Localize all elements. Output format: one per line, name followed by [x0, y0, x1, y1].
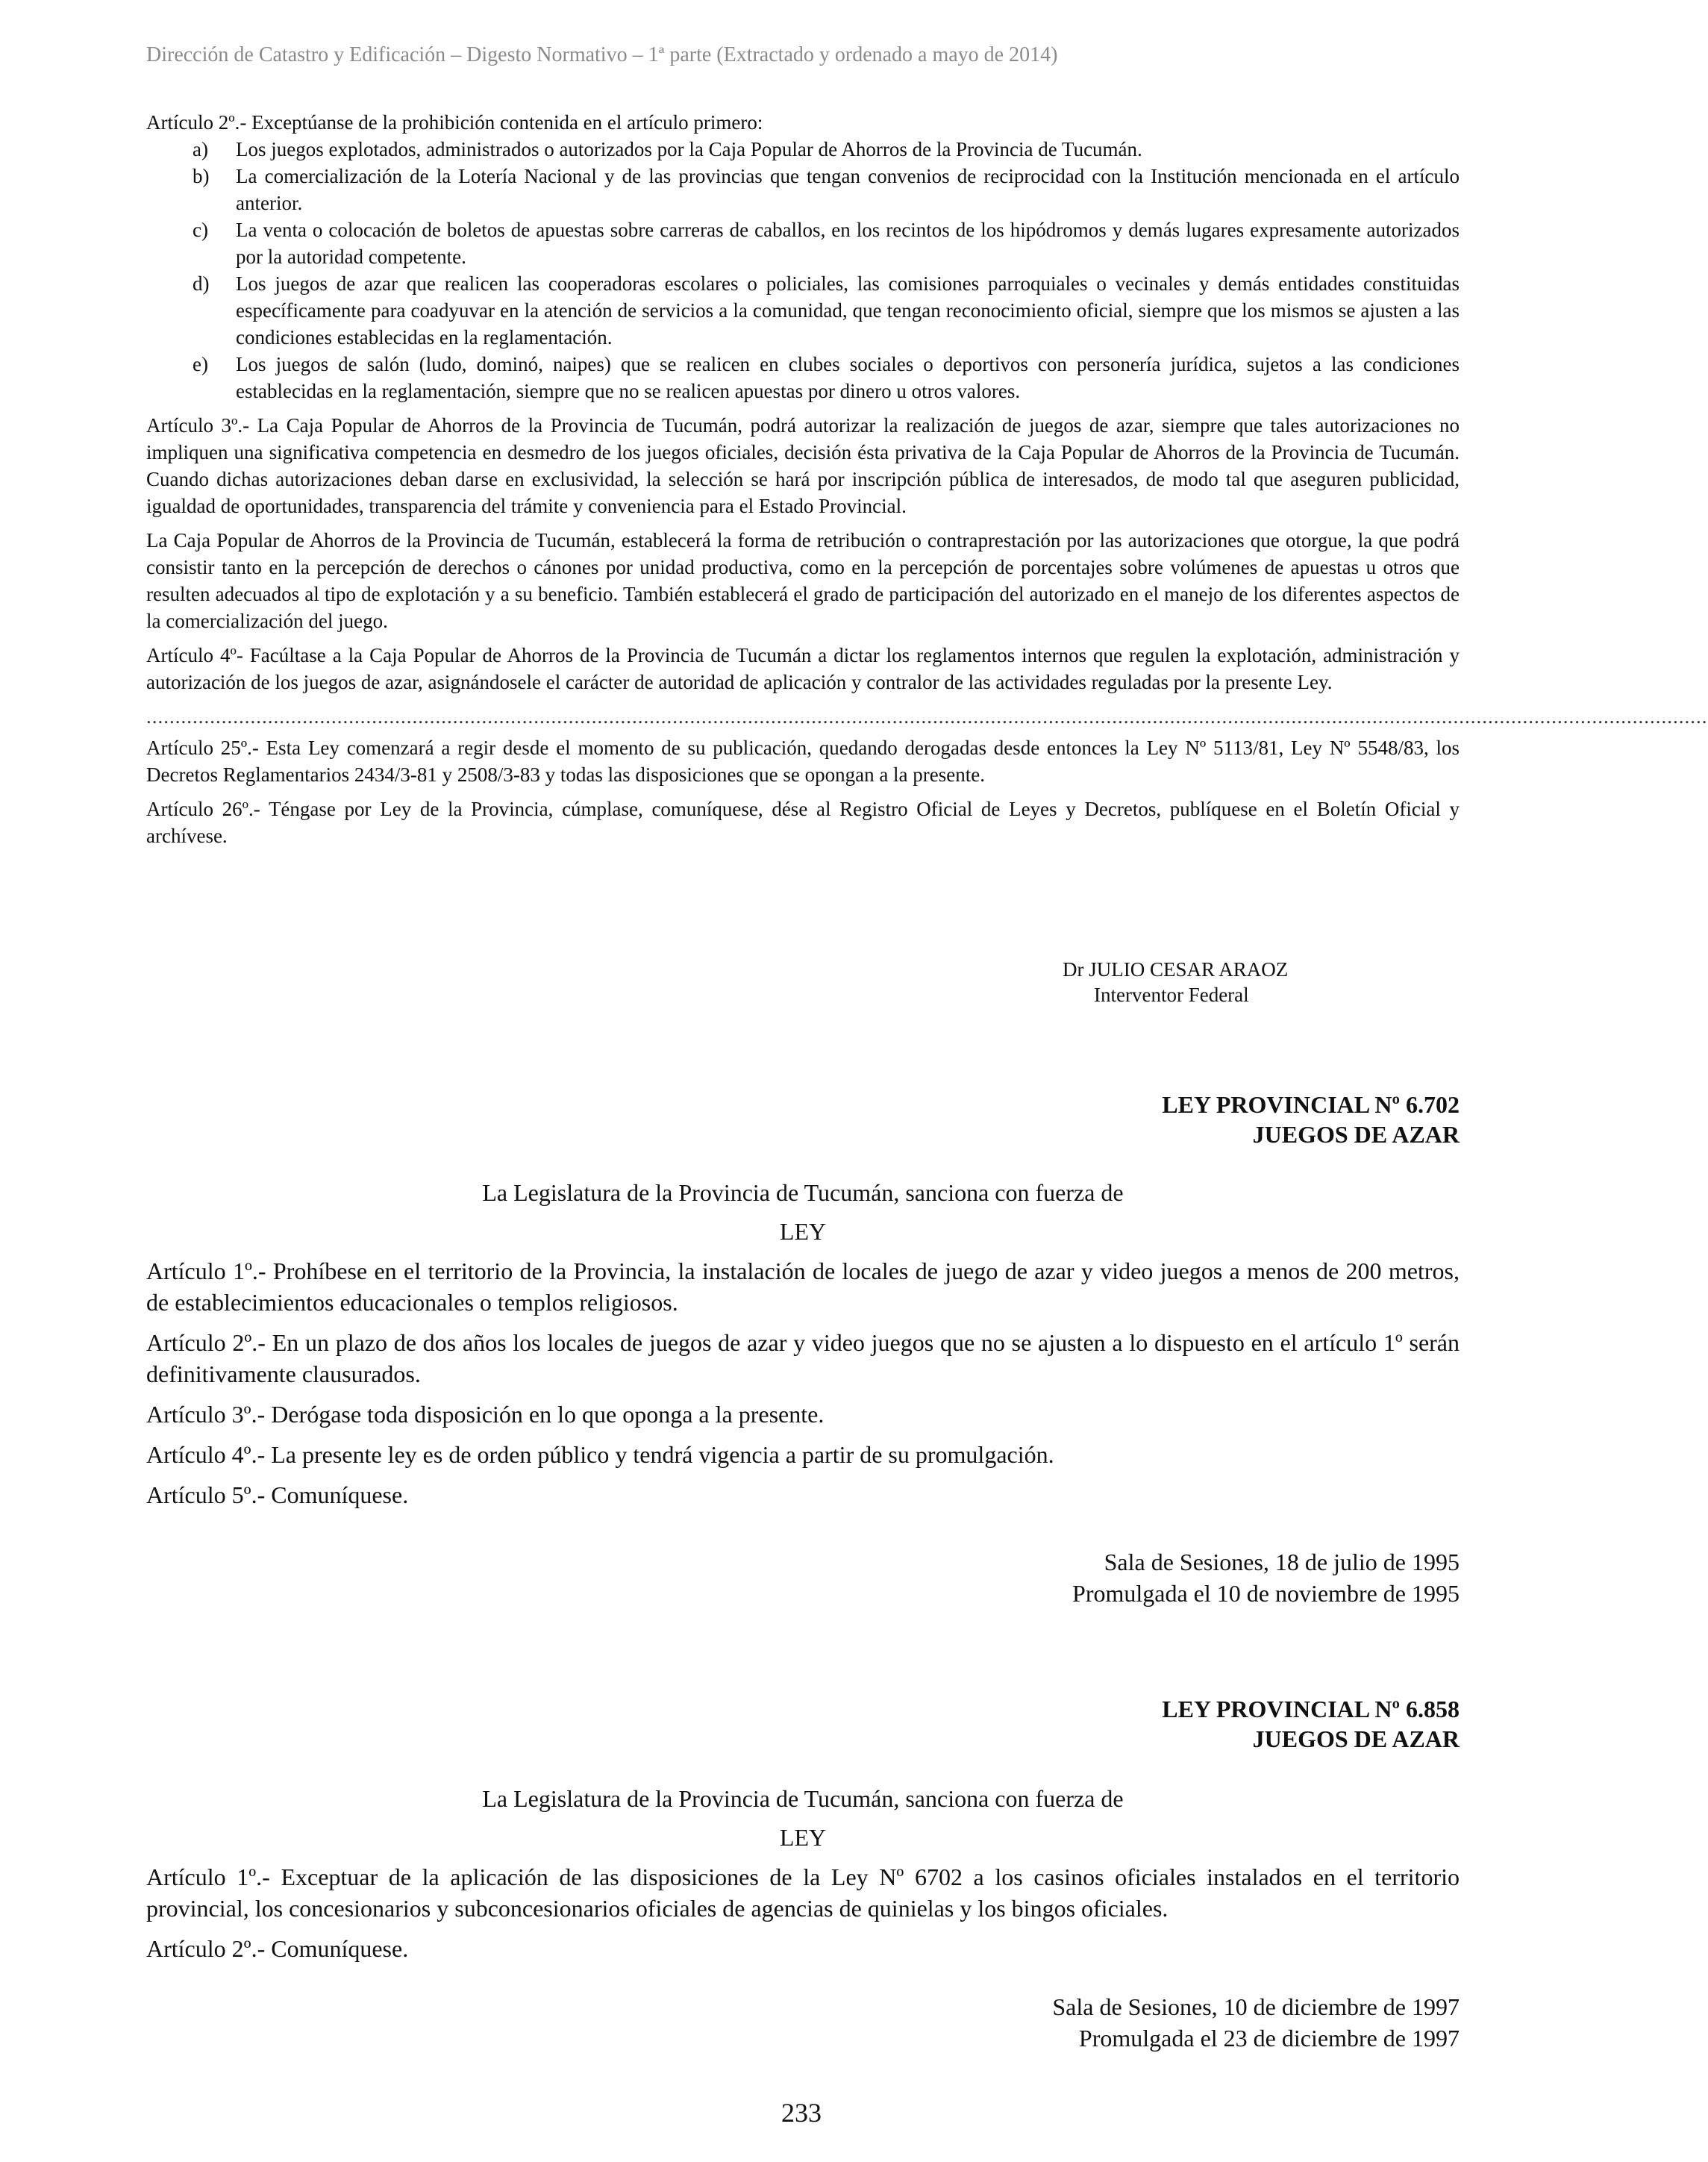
- list-item-text: La comercialización de la Lotería Nacional y de las provincias que tengan convenios de reciprocidad con la Institución mencionada en el artículo anterior.: [236, 165, 1460, 214]
- signature-block: [1063, 957, 1288, 1007]
- signer-role: Interventor Federal: [1094, 984, 1249, 1006]
- list-item: [146, 136, 1460, 163]
- list-item-letter: c): [193, 219, 208, 241]
- previous-law-section: [146, 109, 1708, 857]
- article: Artículo 4º.- La presente ley es de orden público y tendrá vigencia a partir de su promulgación.: [146, 1441, 1054, 1468]
- list-item-letter: b): [193, 165, 210, 187]
- law-6858-ley-heading: LEY: [779, 1824, 827, 1851]
- law-6858-preamble: La Legislatura de la Provincia de Tucumán, sanciona con fuerza de: [482, 1785, 1124, 1812]
- list-item-text: Los juegos de salón (ludo, dominó, naipes) que se realicen en clubes sociales o deportivos con personería jurídica, sujetos a las condiciones establecidas en la reglamentación, siempre que no se realicen apuestas por dinero u otros valores.: [236, 353, 1460, 402]
- law-6702-ley-heading: LEY: [779, 1218, 827, 1245]
- law-6858-session-info: [1052, 1991, 1460, 2054]
- law-6858-body: [146, 1861, 1460, 1973]
- article: Artículo 1º.- Exceptuar de la aplicación de las disposiciones de la Ley Nº 6702 a los casinos oficiales instalados en el territorio provincial, los concesionarios y subconcesionarios oficiales de agencias de quinielas y los bingos oficiales.: [146, 1863, 1460, 1922]
- article-2-exceptions-list: [146, 136, 1460, 404]
- list-item: [146, 216, 1460, 270]
- law-subject: JUEGOS DE AZAR: [1252, 1121, 1460, 1148]
- page-number: 233: [781, 2098, 822, 2128]
- signer-name: Dr JULIO CESAR ARAOZ: [1063, 958, 1289, 981]
- law-subject: JUEGOS DE AZAR: [1252, 1725, 1460, 1752]
- law-6702-body: [146, 1255, 1460, 1519]
- law-number: LEY PROVINCIAL Nº 6.702: [1162, 1091, 1460, 1118]
- list-item-text: Los juegos explotados, administrados o autorizados por la Caja Popular de Ahorros de la Provincia de Tucumán.: [236, 138, 1142, 160]
- law-6702-session-info: [1072, 1546, 1460, 1609]
- article-3: Artículo 3º.- La Caja Popular de Ahorros de la Provincia de Tucumán, podrá autorizar la realización de juegos de azar, siempre que tales autorizaciones no impliquen una significativa competencia en desmedro de los juegos oficiales, decisión ésta privativa de la Caja Popular de Ahorros de la Provincia de Tucumán. Cuando dichas autorizaciones deban darse en exclusividad, la selección se hará por inscripción pública de interesados, de modo tal que aseguren publicidad, igualdad de oportunidades, transparencia del trámite y conveniencia para el Estado Provincial.: [146, 414, 1460, 517]
- session-date: Sala de Sesiones, 10 de diciembre de 1997: [1052, 1993, 1460, 2020]
- page-header: Dirección de Catastro y Edificación – Digesto Normativo – 1ª parte (Extractado y ordenado a mayo de 2014): [146, 43, 1058, 66]
- article: Artículo 5º.- Comuníquese.: [146, 1481, 409, 1508]
- law-6858-title: [1162, 1694, 1460, 1754]
- list-item-text: La venta o colocación de boletos de apuestas sobre carreras de caballos, en los recintos de los hipódromos y demás lugares expresamente autorizados por la autoridad competente.: [236, 219, 1460, 268]
- promulgation-date: Promulgada el 10 de noviembre de 1995: [1072, 1580, 1460, 1607]
- list-item-letter: a): [193, 138, 208, 160]
- article-2-intro: Artículo 2º.- Exceptúanse de la prohibición contenida en el artículo primero:: [146, 111, 763, 134]
- list-item-letter: d): [193, 272, 210, 295]
- article-25: Artículo 25º.- Esta Ley comenzará a regir desde el momento de su publicación, quedando derogadas desde entonces la Ley Nº 5113/81, Ley Nº 5548/83, los Decretos Reglamentarios 2434/3-81 y 2508/3-83 y todas las disposiciones que se opongan a la presente.: [146, 737, 1460, 786]
- law-6702-title: [1162, 1090, 1460, 1149]
- list-item-text: Los juegos de azar que realicen las cooperadoras escolares o policiales, las comisiones parroquiales o vecinales y demás entidades constituidas específicamente para coadyuvar en la atención de servicios a la comunidad, que tengan reconocimiento oficial, siempre que los mismos se ajusten a las condiciones establecidas en la reglamentación.: [236, 272, 1460, 349]
- list-item-letter: e): [193, 353, 208, 375]
- omission-dots: ..............................................................................................................................................................................................................................................................................: [146, 705, 1708, 728]
- article-26: Artículo 26º.- Téngase por Ley de la Provincia, cúmplase, comuníquese, dése al Registro Oficial de Leyes y Decretos, publíquese en el Boletín Oficial y archívese.: [146, 798, 1460, 847]
- article: Artículo 3º.- Derógase toda disposición en lo que oponga a la presente.: [146, 1401, 825, 1428]
- law-number: LEY PROVINCIAL Nº 6.858: [1162, 1696, 1460, 1722]
- list-item: [146, 351, 1460, 404]
- session-date: Sala de Sesiones, 18 de julio de 1995: [1104, 1549, 1460, 1575]
- article: Artículo 2º.- En un plazo de dos años los locales de juegos de azar y video juegos que no se ajusten a lo dispuesto en el artículo 1º serán definitivamente clausurados.: [146, 1329, 1460, 1387]
- list-item: [146, 163, 1460, 216]
- article: Artículo 1º.- Prohíbese en el territorio de la Provincia, la instalación de locales de juego de azar y video juegos a menos de 200 metros, de establecimientos educacionales o templos religiosos.: [146, 1257, 1460, 1316]
- list-item: [146, 270, 1460, 351]
- law-6702-preamble: La Legislatura de la Provincia de Tucumán, sanciona con fuerza de: [482, 1179, 1124, 1206]
- promulgation-date: Promulgada el 23 de diciembre de 1997: [1078, 2025, 1460, 2052]
- article-3-paragraph-2: La Caja Popular de Ahorros de la Provincia de Tucumán, establecerá la forma de retribución o contraprestación por las autorizaciones que otorgue, la que podrá consistir tanto en la percepción de derechos o cánones por unidad productiva, como en la percepción de porcentajes sobre volúmenes de apuestas u otros que resulten adecuados al tipo de explotación y a su beneficio. También establecerá el grado de participación del autorizado en el manejo de los diferentes aspectos de la comercialización del juego.: [146, 529, 1460, 632]
- article-4: Artículo 4º- Facúltase a la Caja Popular de Ahorros de la Provincia de Tucumán a dictar los reglamentos internos que regulen la explotación, administración y autorización de los juegos de azar, asignándosele el carácter de autoridad de aplicación y contralor de las actividades reguladas por la presente Ley.: [146, 644, 1460, 693]
- article: Artículo 2º.- Comuníquese.: [146, 1935, 409, 1962]
